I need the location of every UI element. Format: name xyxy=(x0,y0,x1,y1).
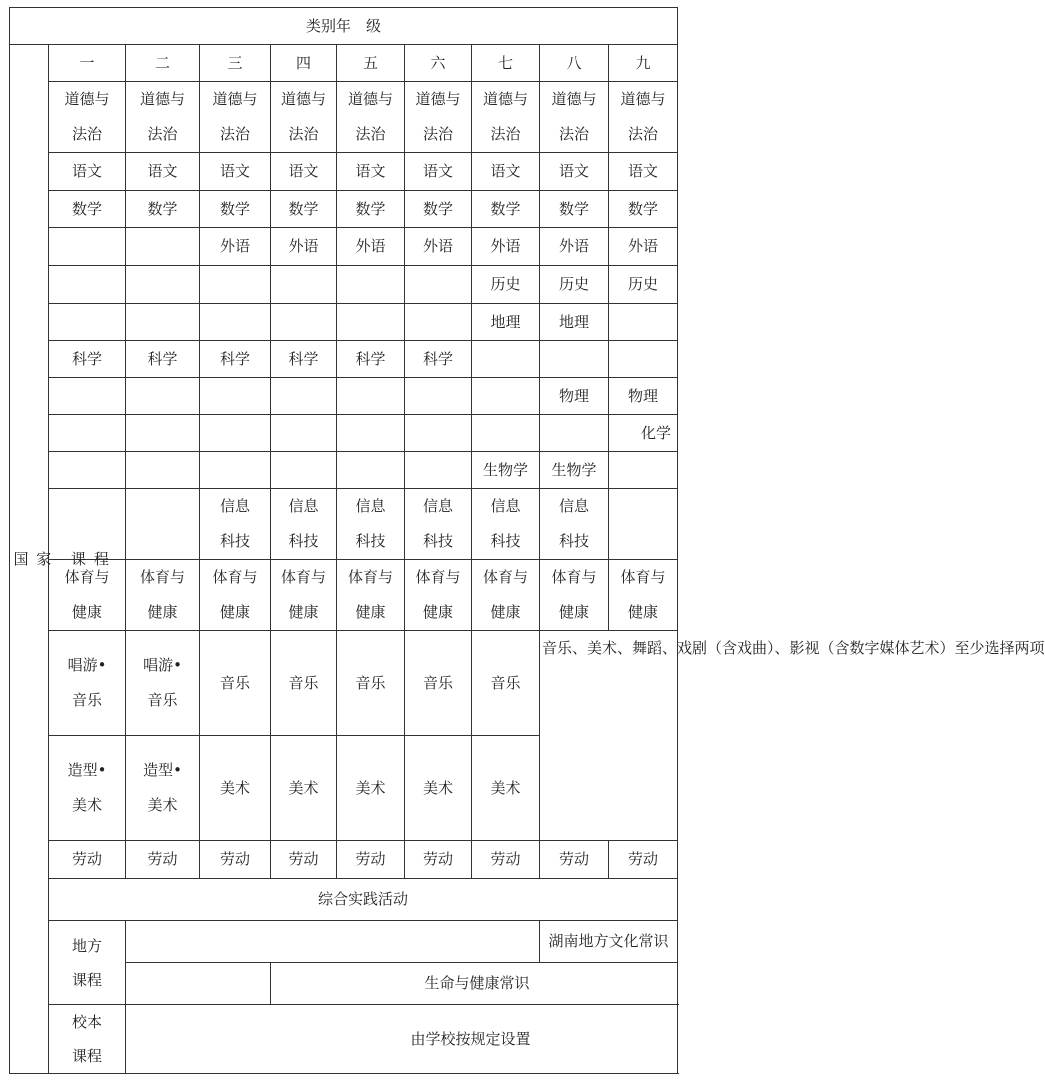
chinese-cell: 语文 xyxy=(472,153,540,191)
foreign-cell: 外语 xyxy=(609,228,678,266)
empty-cell xyxy=(200,415,271,452)
geography-cell: 地理 xyxy=(472,304,540,341)
morality-cell: 道德与 法治 xyxy=(337,82,405,153)
empty-cell xyxy=(271,415,337,452)
biology-cell: 生物学 xyxy=(472,452,540,489)
practice-cell: 综合实践活动 xyxy=(49,879,678,921)
math-cell: 数学 xyxy=(49,191,126,228)
empty-cell xyxy=(609,452,678,489)
history-cell: 历史 xyxy=(472,266,540,304)
school-row xyxy=(10,1005,678,1074)
national-char-4: 程 xyxy=(93,549,109,568)
school-rule-cell: 由学校按规定设置 xyxy=(126,1005,678,1074)
math-cell: 数学 xyxy=(472,191,540,228)
chinese-cell: 语文 xyxy=(126,153,200,191)
empty-cell xyxy=(472,341,540,378)
empty-cell xyxy=(126,489,200,560)
geography-cell: 地理 xyxy=(540,304,609,341)
art-shape-cell: 造型• 美术 xyxy=(49,736,126,841)
music-cell: 音乐 xyxy=(271,631,337,736)
empty-cell xyxy=(126,921,540,963)
empty-cell xyxy=(405,304,472,341)
labor-cell: 劳动 xyxy=(472,841,540,879)
music-row xyxy=(10,631,678,736)
it-cell: 信息 科技 xyxy=(337,489,405,560)
header-cell xyxy=(10,8,678,45)
foreign-cell: 外语 xyxy=(200,228,271,266)
empty-cell xyxy=(49,378,126,415)
art-cell: 美术 xyxy=(271,736,337,841)
art-cell: 美术 xyxy=(472,736,540,841)
biology-row xyxy=(10,452,678,489)
science-cell: 科学 xyxy=(271,341,337,378)
labor-row xyxy=(10,841,678,879)
life-health-cell: 生命与健康常识 xyxy=(271,963,678,1005)
labor-cell: 劳动 xyxy=(271,841,337,879)
pe-cell: 体育与 健康 xyxy=(200,560,271,631)
morality-cell: 道德与 法治 xyxy=(472,82,540,153)
chinese-cell: 语文 xyxy=(49,153,126,191)
empty-cell xyxy=(337,304,405,341)
empty-cell xyxy=(472,415,540,452)
grade-2: 二 xyxy=(126,45,200,82)
physics-cell: 物理 xyxy=(609,378,678,415)
empty-cell xyxy=(271,452,337,489)
national-char-3: 课 xyxy=(71,549,87,568)
grade-1: 一 xyxy=(49,45,126,82)
labor-cell: 劳动 xyxy=(337,841,405,879)
chemistry-cell: 化学 xyxy=(609,415,678,452)
foreign-cell: 外语 xyxy=(405,228,472,266)
empty-cell xyxy=(472,378,540,415)
sing-music-cell: 唱游• 音乐 xyxy=(126,631,200,736)
math-cell: 数学 xyxy=(200,191,271,228)
practice-row xyxy=(10,879,678,921)
math-cell: 数学 xyxy=(337,191,405,228)
history-row xyxy=(10,266,678,304)
grade-8: 八 xyxy=(540,45,609,82)
grade-row xyxy=(10,45,678,82)
chemistry-row xyxy=(10,415,678,452)
foreign-cell: 外语 xyxy=(472,228,540,266)
art-cell: 美术 xyxy=(405,736,472,841)
art-shape-cell: 造型• 美术 xyxy=(126,736,200,841)
empty-cell xyxy=(609,489,678,560)
national-char-2: 家 xyxy=(36,549,52,568)
grade-9: 九 xyxy=(609,45,678,82)
empty-cell xyxy=(126,963,271,1005)
empty-cell xyxy=(126,304,200,341)
pe-cell: 体育与 健康 xyxy=(540,560,609,631)
empty-cell xyxy=(200,452,271,489)
local-category-cell: 地方 课程 xyxy=(49,921,126,1005)
header-row xyxy=(10,8,678,45)
science-cell: 科学 xyxy=(337,341,405,378)
science-row xyxy=(10,341,678,378)
morality-row xyxy=(10,82,678,153)
music-cell: 音乐 xyxy=(337,631,405,736)
morality-cell: 道德与 法治 xyxy=(609,82,678,153)
foreign-cell: 外语 xyxy=(271,228,337,266)
empty-cell xyxy=(337,415,405,452)
empty-cell xyxy=(200,378,271,415)
morality-cell: 道德与 法治 xyxy=(540,82,609,153)
chinese-cell: 语文 xyxy=(200,153,271,191)
category-label: 类别 xyxy=(306,16,337,35)
empty-cell xyxy=(49,304,126,341)
grade-3: 三 xyxy=(200,45,271,82)
pe-cell: 体育与 健康 xyxy=(337,560,405,631)
pe-cell: 体育与 健康 xyxy=(609,560,678,631)
it-cell: 信息 科技 xyxy=(540,489,609,560)
labor-cell: 劳动 xyxy=(540,841,609,879)
curriculum-table-container xyxy=(9,7,1045,1074)
science-cell: 科学 xyxy=(126,341,200,378)
math-cell: 数学 xyxy=(540,191,609,228)
morality-cell: 道德与 法治 xyxy=(271,82,337,153)
music-cell: 音乐 xyxy=(472,631,540,736)
arts-upper-cell: 音乐、美术、舞蹈、戏剧（含戏曲）、影视（含数字媒体艺术）至少选择两项 xyxy=(540,631,678,841)
empty-cell xyxy=(405,378,472,415)
empty-cell xyxy=(337,452,405,489)
labor-cell: 劳动 xyxy=(126,841,200,879)
it-cell: 信息 科技 xyxy=(200,489,271,560)
pe-cell: 体育与 健康 xyxy=(271,560,337,631)
labor-cell: 劳动 xyxy=(49,841,126,879)
empty-cell xyxy=(337,378,405,415)
empty-cell xyxy=(540,415,609,452)
music-cell: 音乐 xyxy=(200,631,271,736)
history-cell: 历史 xyxy=(540,266,609,304)
pe-cell: 体育与 健康 xyxy=(472,560,540,631)
math-row xyxy=(10,191,678,228)
hunan-culture-cell: 湖南地方文化常识 xyxy=(540,921,678,963)
national-char-1: 国 xyxy=(13,549,29,568)
sing-music-cell: 唱游• 音乐 xyxy=(49,631,126,736)
morality-cell: 道德与 法治 xyxy=(126,82,200,153)
empty-cell xyxy=(49,415,126,452)
empty-cell xyxy=(405,415,472,452)
math-cell: 数学 xyxy=(126,191,200,228)
chinese-cell: 语文 xyxy=(271,153,337,191)
science-cell: 科学 xyxy=(200,341,271,378)
labor-cell: 劳动 xyxy=(200,841,271,879)
empty-cell xyxy=(271,378,337,415)
empty-cell xyxy=(405,452,472,489)
empty-cell xyxy=(126,452,200,489)
empty-cell xyxy=(126,266,200,304)
morality-cell: 道德与 法治 xyxy=(200,82,271,153)
empty-cell xyxy=(200,266,271,304)
chinese-cell: 语文 xyxy=(405,153,472,191)
science-cell: 科学 xyxy=(405,341,472,378)
physics-row xyxy=(10,378,678,415)
empty-cell xyxy=(337,266,405,304)
art-cell: 美术 xyxy=(200,736,271,841)
geography-row xyxy=(10,304,678,341)
empty-cell xyxy=(609,304,678,341)
history-cell: 历史 xyxy=(609,266,678,304)
empty-cell xyxy=(49,228,126,266)
empty-cell xyxy=(126,415,200,452)
empty-cell xyxy=(271,266,337,304)
grade-6: 六 xyxy=(405,45,472,82)
foreign-cell: 外语 xyxy=(540,228,609,266)
grade-label: 年 级 xyxy=(336,16,382,35)
math-cell: 数学 xyxy=(271,191,337,228)
empty-cell xyxy=(540,341,609,378)
chinese-cell: 语文 xyxy=(609,153,678,191)
empty-cell xyxy=(200,304,271,341)
it-cell: 信息 科技 xyxy=(472,489,540,560)
chinese-cell: 语文 xyxy=(540,153,609,191)
pe-cell: 体育与 健康 xyxy=(405,560,472,631)
empty-cell xyxy=(609,341,678,378)
empty-cell xyxy=(126,228,200,266)
music-cell: 音乐 xyxy=(405,631,472,736)
pe-cell: 体育与 健康 xyxy=(126,560,200,631)
grade-4: 四 xyxy=(271,45,337,82)
science-cell: 科学 xyxy=(49,341,126,378)
labor-cell: 劳动 xyxy=(405,841,472,879)
empty-cell xyxy=(49,266,126,304)
morality-cell: 道德与 法治 xyxy=(49,82,126,153)
grade-5: 五 xyxy=(337,45,405,82)
grade-7: 七 xyxy=(472,45,540,82)
it-cell: 信息 科技 xyxy=(405,489,472,560)
math-cell: 数学 xyxy=(405,191,472,228)
chinese-cell: 语文 xyxy=(337,153,405,191)
math-cell: 数学 xyxy=(609,191,678,228)
morality-cell: 道德与 法治 xyxy=(405,82,472,153)
chinese-row xyxy=(10,153,678,191)
empty-cell xyxy=(49,452,126,489)
empty-cell xyxy=(271,304,337,341)
biology-cell: 生物学 xyxy=(540,452,609,489)
it-cell: 信息 科技 xyxy=(271,489,337,560)
art-cell: 美术 xyxy=(337,736,405,841)
curriculum-table xyxy=(9,7,1045,1074)
school-category-cell: 校本 课程 xyxy=(49,1005,126,1074)
labor-cell: 劳动 xyxy=(609,841,678,879)
local-row-1 xyxy=(10,921,678,963)
empty-cell xyxy=(405,266,472,304)
empty-cell xyxy=(126,378,200,415)
foreign-cell: 外语 xyxy=(337,228,405,266)
pe-cell: 体育与 健康 xyxy=(49,560,126,631)
foreign-row xyxy=(10,228,678,266)
physics-cell: 物理 xyxy=(540,378,609,415)
